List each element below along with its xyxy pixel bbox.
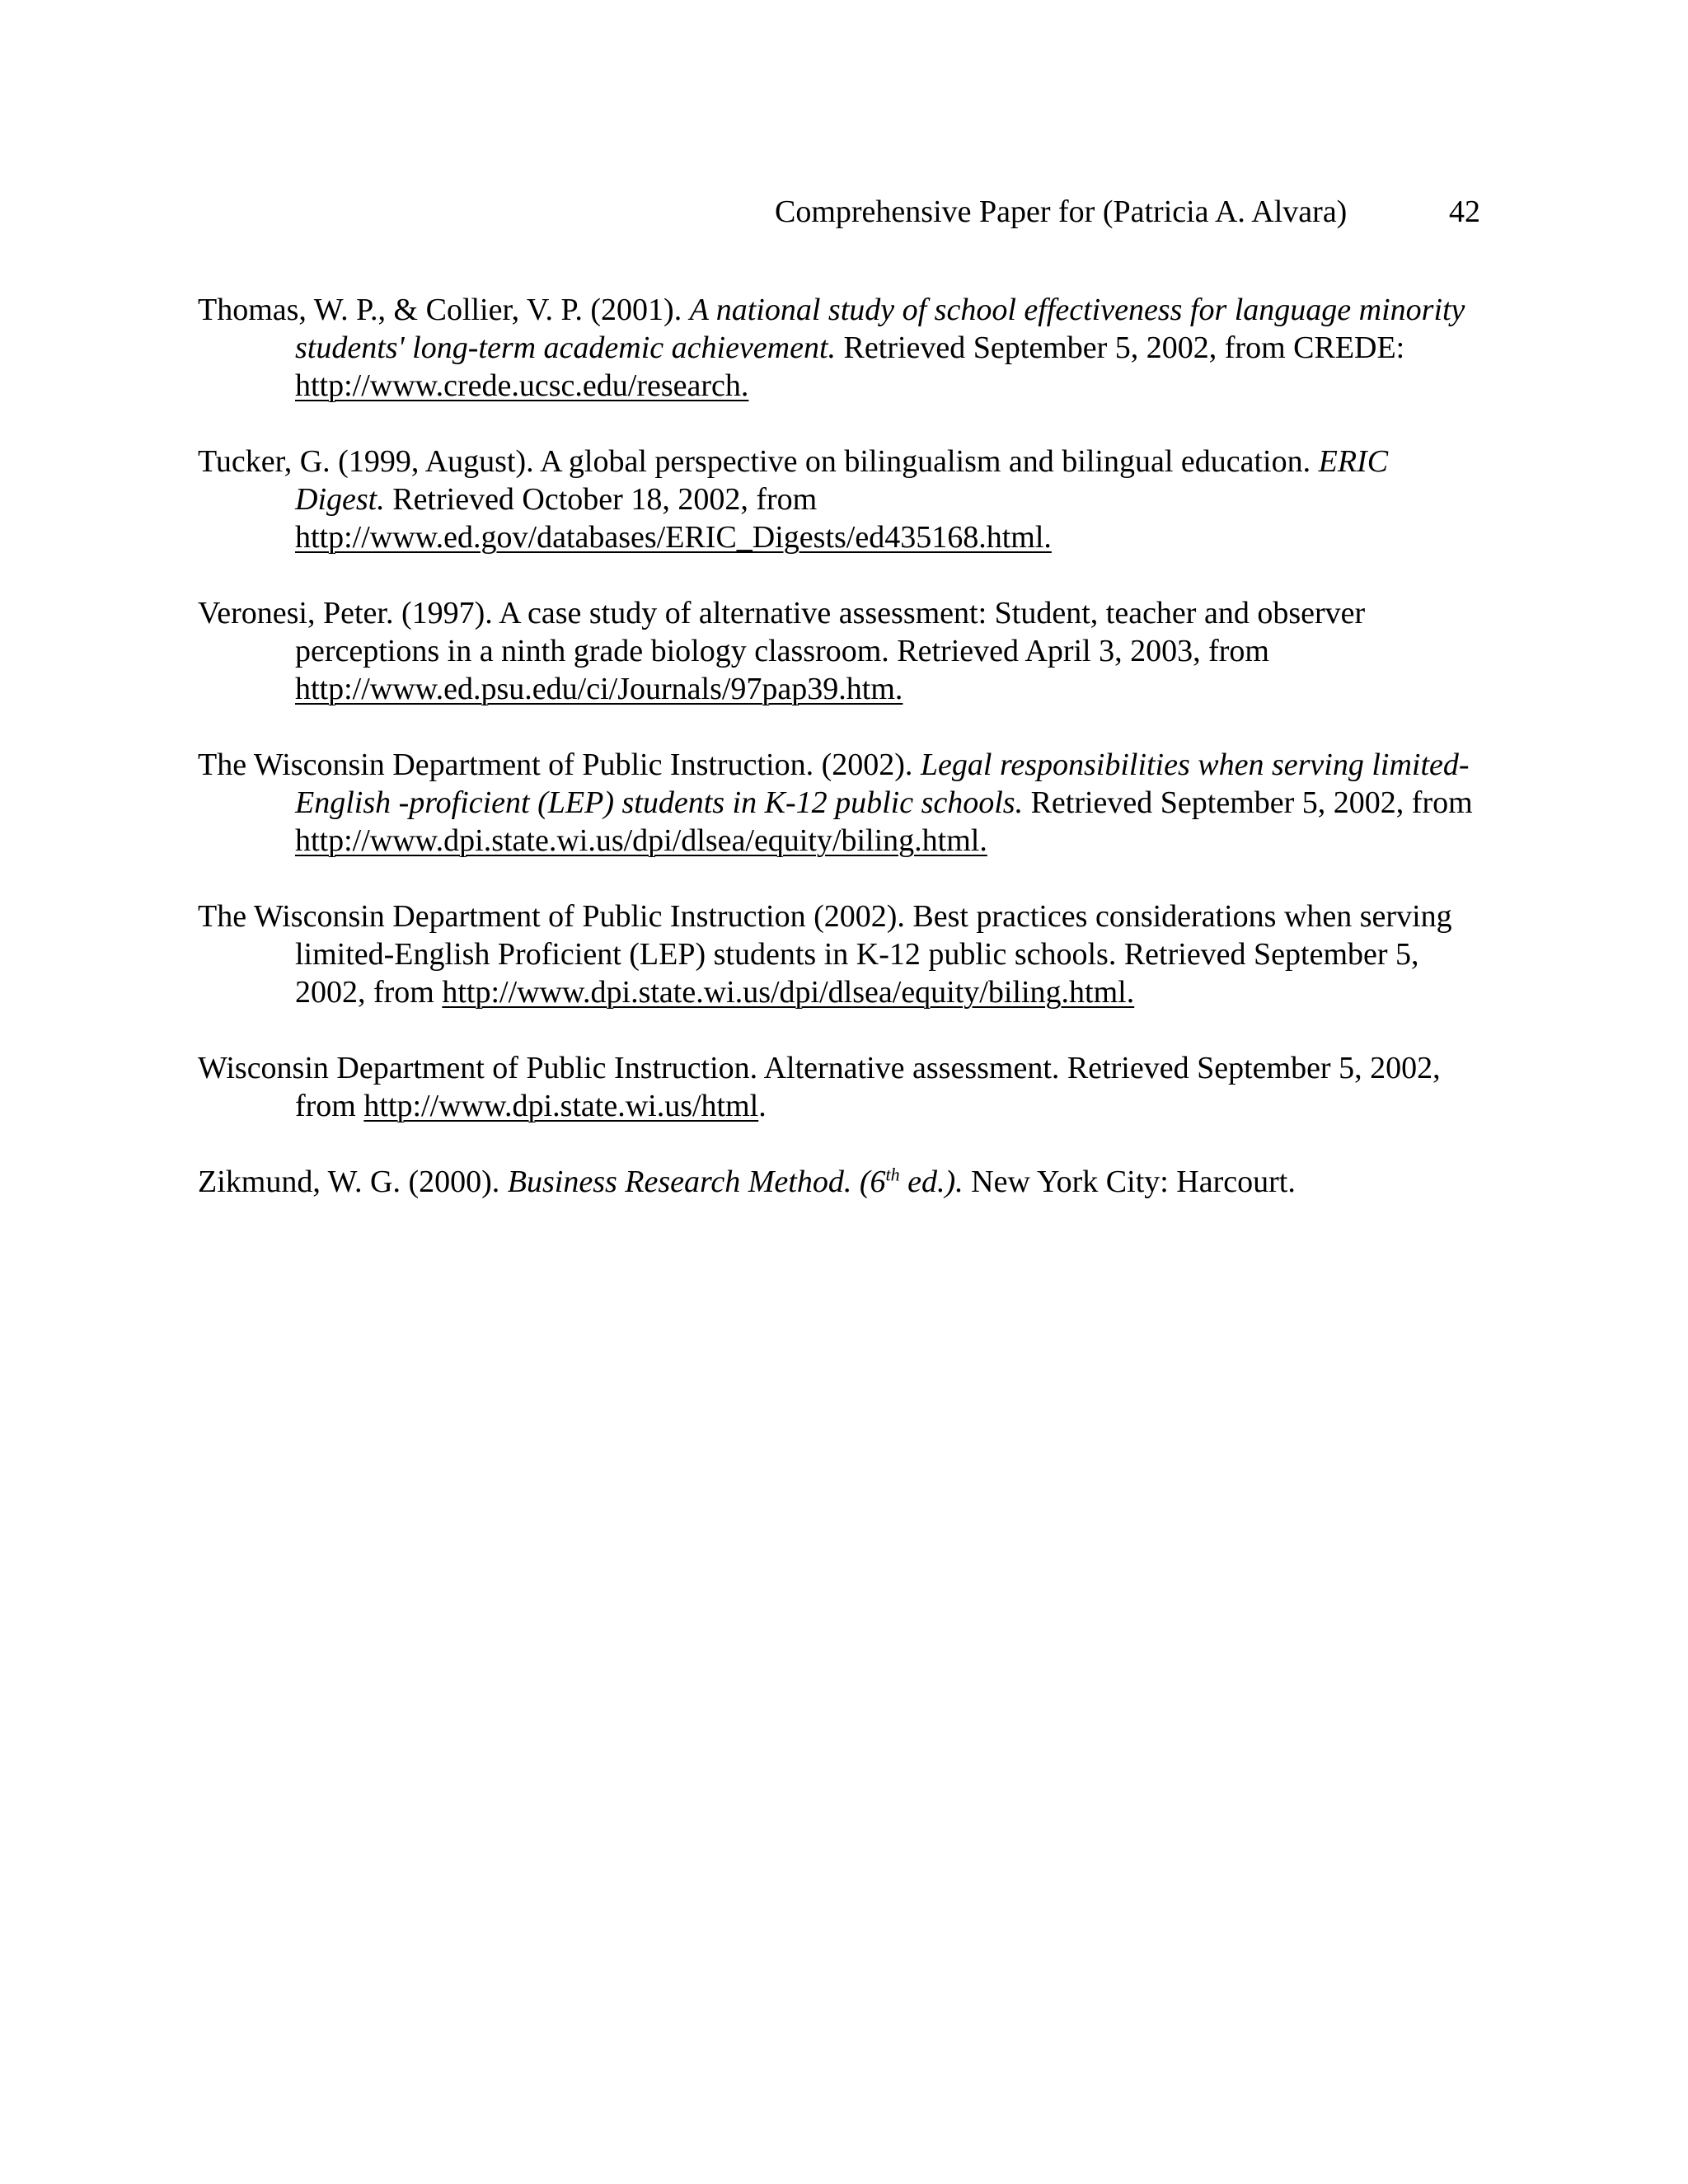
reference-entry-zikmund bbox=[198, 1163, 1484, 1201]
reference-list bbox=[198, 291, 1484, 1239]
reference-link[interactable]: http://www.crede.ucsc.edu/research. bbox=[295, 368, 749, 403]
reference-entry-wisconsin-assessment bbox=[198, 1049, 1484, 1125]
reference-entry-veronesi bbox=[198, 594, 1484, 708]
reference-retrieval: Retrieved October 18, 2002, from bbox=[384, 482, 818, 517]
reference-title-start: Business Research Method. (6 bbox=[507, 1165, 886, 1199]
reference-link[interactable]: http://www.dpi.state.wi.us/dpi/dlsea/equity/biling.html. bbox=[442, 975, 1135, 1010]
reference-retrieval: Retrieved September 5, 2002, from bbox=[1023, 785, 1473, 820]
reference-link[interactable]: http://www.ed.psu.edu/ci/Journals/97pap39.htm. bbox=[295, 672, 903, 706]
reference-title-end: ed.). bbox=[899, 1165, 964, 1199]
reference-trailing-period: . bbox=[758, 1089, 767, 1123]
reference-authors: Zikmund, W. G. (2000). bbox=[198, 1165, 508, 1199]
reference-entry-wisconsin-best-practices bbox=[198, 898, 1484, 1011]
reference-text: The Wisconsin Department of Public Instruction (2002). Best practices considerations when serving limited-English Proficient (LEP) students in K-12 public schools. Retrieved September 5, 2002, from bbox=[198, 899, 1452, 1010]
reference-title: Legal responsibilities when serving limited-English -proficient (LEP) students in K-12 public schools. bbox=[295, 748, 1470, 820]
reference-link[interactable]: http://www.ed.gov/databases/ERIC_Digests/ed435168.html. bbox=[295, 520, 1052, 555]
reference-publisher: New York City: Harcourt. bbox=[963, 1165, 1296, 1199]
reference-source: ERIC Digest. bbox=[295, 444, 1389, 517]
reference-entry-tucker bbox=[198, 443, 1484, 556]
reference-text: Veronesi, Peter. (1997). A case study of alternative assessment: Student, teacher and observer perceptions in a ninth grade biology classroom. Retrieved April 3, 2003, from bbox=[198, 596, 1366, 668]
reference-authors: Tucker, G. (1999, August). A global perspective on bilingualism and bilingual education. bbox=[198, 444, 1319, 479]
reference-entry-wisconsin-legal bbox=[198, 746, 1484, 860]
reference-title bbox=[508, 1165, 964, 1199]
reference-link[interactable]: http://www.dpi.state.wi.us/html bbox=[363, 1089, 759, 1123]
reference-title: A national study of school effectiveness for language minority students' long-term academic achievement. bbox=[295, 293, 1465, 365]
reference-retrieval: Retrieved September 5, 2002, from CREDE: bbox=[836, 330, 1405, 365]
reference-title-superscript: th bbox=[885, 1164, 900, 1185]
reference-authors: Thomas, W. P., & Collier, V. P. (2001). bbox=[198, 293, 690, 327]
reference-text: Wisconsin Department of Public Instruction. Alternative assessment. Retrieved September 5, 2002, from bbox=[198, 1051, 1441, 1123]
running-head-title: Comprehensive Paper for (Patricia A. Alvara) bbox=[775, 194, 1348, 229]
reference-link[interactable]: http://www.dpi.state.wi.us/dpi/dlsea/equity/biling.html. bbox=[295, 823, 987, 858]
reference-authors: The Wisconsin Department of Public Instruction. (2002). bbox=[198, 748, 921, 782]
page-number: 42 bbox=[1449, 194, 1480, 229]
reference-entry-thomas bbox=[198, 291, 1484, 405]
